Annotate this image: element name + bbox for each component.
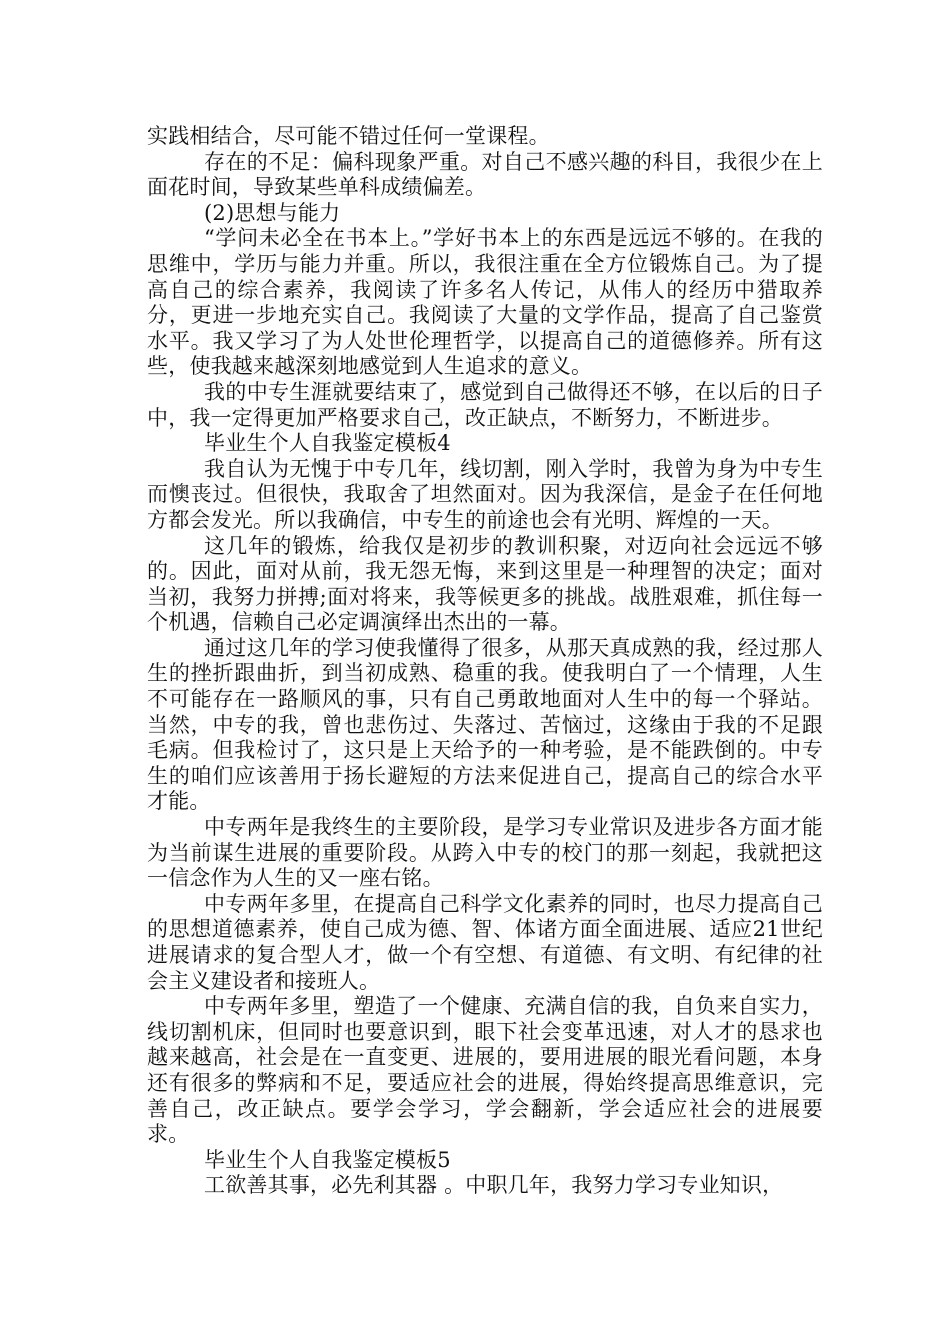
paragraph-growth: 通过这几年的学习使我懂得了很多，从那天真成熟的我，经过那人生的挫折跟曲折，到当初成熟、稳重的我。使我明白了一个情理，人生不可能存在一路顺风的事，只有自己勇敢地面对人生中的每一个驿站。当然，中专的我，曾也悲伤过、失落过、苦恼过，这缘由于我的不足跟毛病。但我检讨了，这只是上天给予的一种考验，是不能跌倒的。中专生的咱们应该善用于扬长避短的方法来促进自己，提高自己的综合水平才能。 bbox=[147, 635, 823, 814]
paragraph-moral-quality: 中专两年多里，在提高自己科学文化素养的同时，也尽力提高自己的思想道德素养，使自己成为德、智、体诸方面全面进展、适应21世纪进展请求的复合型人才，做一个有空想、有道德、有文明、有纪律的社会主义建设者和接班人。 bbox=[147, 891, 823, 993]
paragraph-self-assessment: 我自认为无愧于中专几年，线切割，刚入学时，我曾为身为中专生而懊丧过。但很快，我取舍了坦然面对。因为我深信，是金子在任何地方都会发光。所以我确信，中专生的前途也会有光明、辉煌的一天。 bbox=[147, 456, 823, 532]
paragraph-continuation: 实践相结合，尽可能不错过任何一堂课程。 bbox=[147, 124, 550, 148]
paragraph-career-ending: 我的中专生涯就要结束了，感觉到自己做得还不够，在以后的日子中，我一定得更加严格要求自己，改正缺点，不断努力，不断进步。 bbox=[147, 379, 823, 430]
template-heading-4: 毕业生个人自我鉴定模板4 bbox=[204, 431, 451, 456]
paragraph-tools-proverb: 工欲善其事，必先利其器 。中职几年，我努力学习专业知识， bbox=[204, 1173, 784, 1198]
paragraph-learning-quote: “学问未必全在书本上。”学好书本上的东西是远远不够的。在我的思维中，学历与能力并重。所以，我很注重在全方位锻炼自己。为了提高自己的综合素养，我阅读了许多名人传记，从伟人的经历中猎取养分，更进一步地充实自己。我阅读了大量的文学作品，提高了自己鉴赏水平。我又学习了为人处世伦理哲学，以提高自己的道德修养。所有这些，使我越来越深刻地感觉到人生追求的意义。 bbox=[147, 226, 823, 379]
section-heading-thought-ability: (2)思想与能力 bbox=[204, 200, 341, 225]
paragraph-shortcomings: 存在的不足：偏科现象严重。对自己不感兴趣的科目，我很少在上面花时间，导致某些单科成绩偏差。 bbox=[147, 149, 823, 200]
paragraph-important-stage: 中专两年是我终生的主要阶段，是学习专业常识及进步各方面才能为当前谋生进展的重要阶段。从跨入中专的校门的那一刻起，我就把这一信念作为人生的又一座右铭。 bbox=[147, 815, 823, 891]
paragraph-confidence: 中专两年多里，塑造了一个健康、充满自信的我，自负来自实力，线切割机床，但同时也要意识到，眼下社会变革迅速，对人才的恳求也越来越高，社会是在一直变更、进展的，要用进展的眼光看问题，本身还有很多的弊病和不足，要适应社会的进展，得始终提高思维意识，完善自己，改正缺点。要学会学习，学会翻新，学会适应社会的进展要求。 bbox=[147, 994, 823, 1147]
paragraph-training: 这几年的锻炼，给我仅是初步的教训积聚，对迈向社会远远不够的。因此，面对从前，我无怨无悔，来到这里是一种理智的决定；面对当初，我努力拼搏;面对将来，我等候更多的挑战。战胜艰难，抓住每一个机遇，信赖自己必定调演绎出杰出的一幕。 bbox=[147, 533, 823, 635]
template-heading-5: 毕业生个人自我鉴定模板5 bbox=[204, 1147, 451, 1172]
document-body bbox=[147, 124, 823, 1199]
